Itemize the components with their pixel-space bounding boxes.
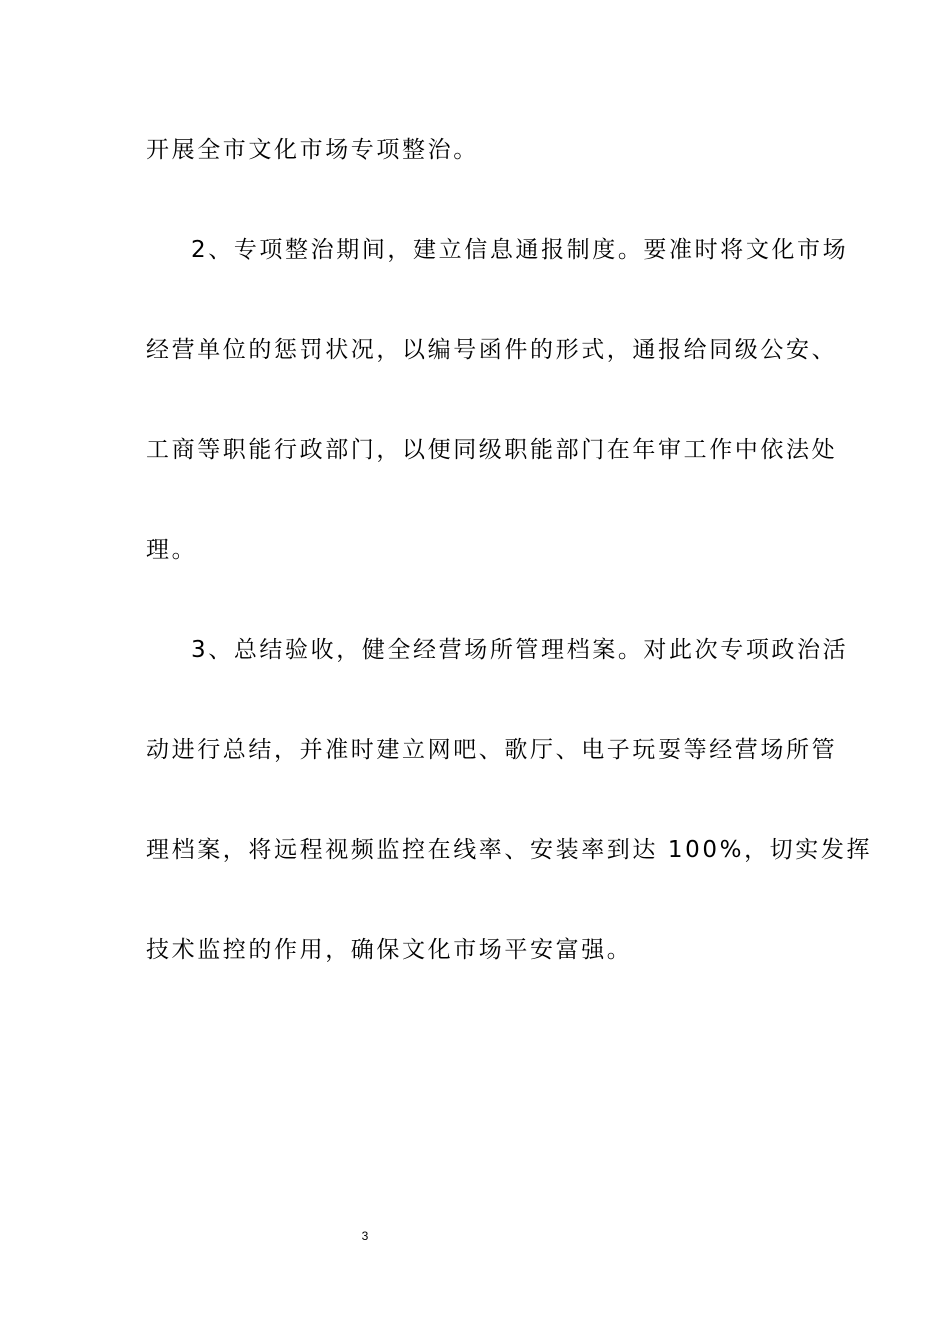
paragraph-3-line-1: 3、总结验收，健全经营场所管理档案。对此次专项政治活: [191, 637, 849, 663]
page-number: 3: [361, 1229, 369, 1243]
paragraph-3-line-4: 技术监控的作用，确保文化市场平安富强。: [146, 937, 633, 963]
paragraph-1-line-1: 开展全市文化市场专项整治。: [146, 137, 479, 163]
paragraph-2-line-2: 经营单位的惩罚状况，以编号函件的形式，通报给同级公安、: [146, 337, 838, 363]
paragraph-2-line-4: 理。: [146, 537, 198, 563]
paragraph-2-line-3: 工商等职能行政部门，以便同级职能部门在年审工作中依法处: [146, 437, 838, 463]
paragraph-2-line-1: 2、专项整治期间，建立信息通报制度。要准时将文化市场: [191, 237, 849, 263]
paragraph-3-line-2: 动进行总结，并准时建立网吧、歌厅、电子玩耍等经营场所管: [146, 737, 838, 763]
paragraph-3-line-3: 理档案，将远程视频监控在线率、安装率到达 100%，切实发挥: [146, 837, 873, 863]
